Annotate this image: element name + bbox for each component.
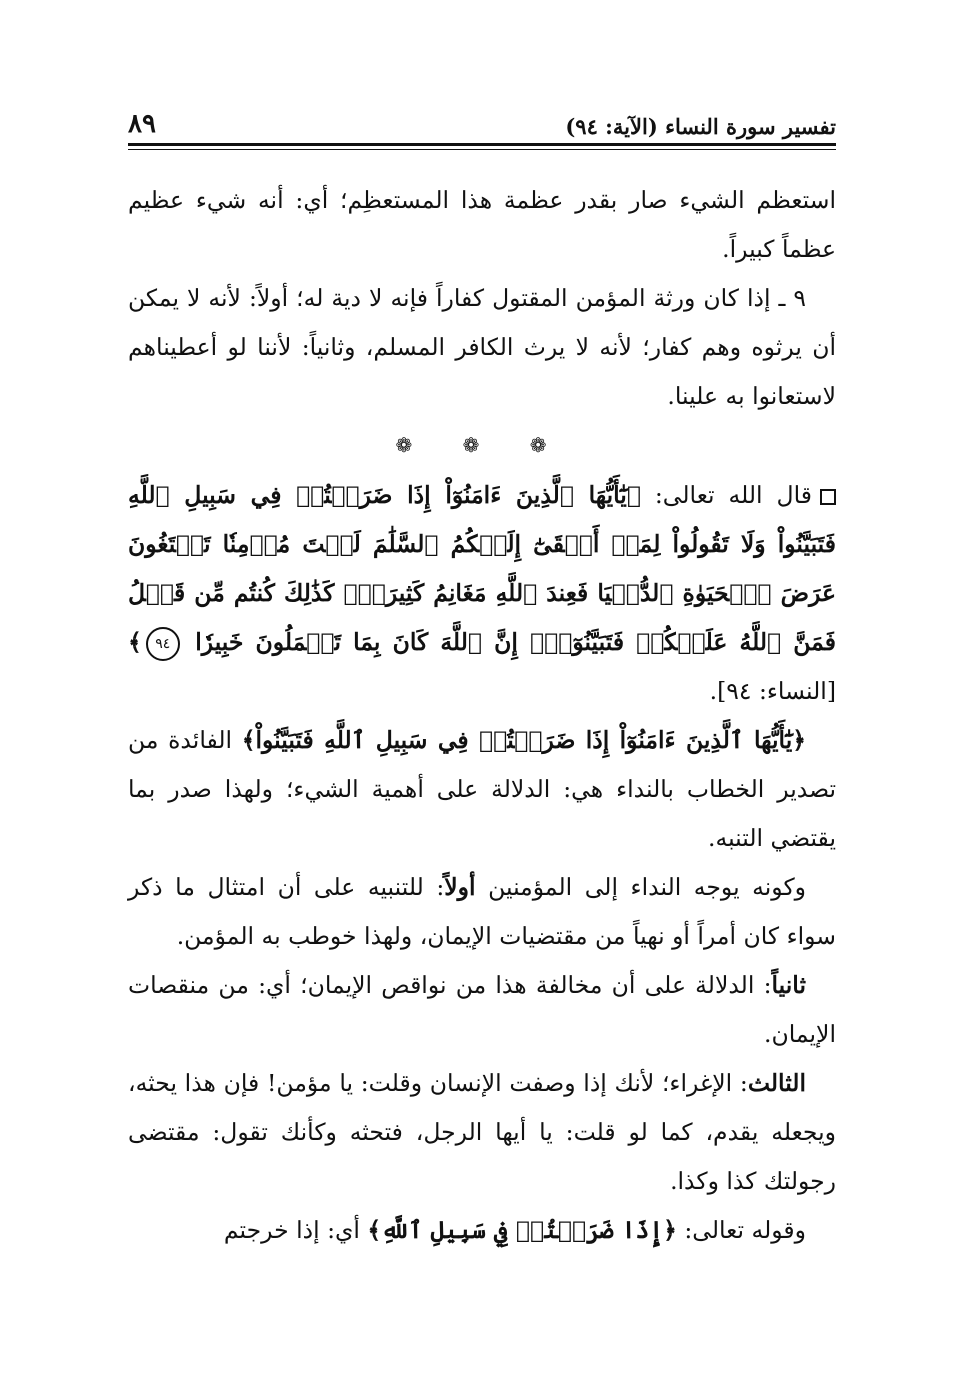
section-separator: ❁ ❁ ❁ <box>395 433 569 457</box>
book-page <box>128 95 836 1255</box>
page-body <box>128 176 836 1255</box>
paragraph-4-text: : للتنبيه على أن امتثال ما ذكر سواء كان أمراً أو نهياً من مقتضيات الإيمان، ولهذا خوطب به المؤمن. <box>128 873 836 950</box>
paragraph-3-text: الفائدة من تصدير الخطاب بالنداء هي: الدلالة على أهمية الشيء؛ ولهذا صدر بما يقتضي التنبه. <box>128 726 836 852</box>
verse-paragraph <box>128 471 836 716</box>
paragraph-4-keyword: أولاً <box>444 873 476 901</box>
paragraph-4 <box>128 863 836 961</box>
verse-intro: قال الله تعالى: <box>654 481 812 509</box>
square-bullet-icon <box>820 489 836 505</box>
paragraph-7-text: أي: إذا خرجتم <box>223 1216 360 1244</box>
paragraph-5-keyword: ثانياً <box>771 971 806 999</box>
paragraph-7 <box>128 1206 836 1255</box>
paragraph-4-lead: وكونه يوجه النداء إلى المؤمنين <box>488 873 806 901</box>
paragraph-3 <box>128 716 836 863</box>
paragraph-6-text: : الإغراء؛ لأنك إذا وصفت الإنسان وقلت: يا مؤمن! فإن هذا يحثه، ويجعله يقدم، كما لو قلت: يا أيها الرجل، فتحثه وكأنك تقول: مقتضى رجولتك كذا وكذا. <box>128 1069 836 1195</box>
paragraph-5-text: : الدلالة على أن مخالفة هذا من نواقص الإيمان؛ أي: من منقصات الإيمان. <box>128 971 836 1048</box>
page-number: ٨٩ <box>128 109 156 139</box>
paragraph-5 <box>128 961 836 1059</box>
header-rule-thin <box>128 149 836 150</box>
running-title: تفسير سورة النساء (الآية: ٩٤) <box>565 114 836 139</box>
paragraph-6 <box>128 1059 836 1206</box>
page-header <box>128 95 836 139</box>
paragraph-2: ٩ ـ إذا كان ورثة المؤمن المقتول كفاراً فإنه لا دية له؛ أولاً: لأنه لا يمكن أن يرثوه وهم كفار؛ لأنه لا يرث الكافر المسلم، وثانياً: لأننا لو أعطيناهم لاستعانوا به علينا. <box>128 284 836 410</box>
quran-verse: ﴿يَٰٓأَيُّهَا ٱلَّذِينَ ءَامَنُوٓاْ إِذَا ضَرَبۡتُمۡ فِي سَبِيلِ ٱللَّهِ فَتَبَيَّنُواْ وَلَا تَقُولُواْ لِمَنۡ أَلۡقَىٰٓ إِلَيۡكُمُ ٱلسَّلَٰمَ لَسۡتَ مُؤۡمِنٗا تَبۡتَغُونَ عَرَضَ ٱلۡحَيَوٰةِ ٱلدُّنۡيَا فَعِندَ ٱللَّهِ مَغَانِمُ كَثِيرَةٞۚ كَذَٰلِكَ كُنتُم مِّن قَبۡلُ فَمَنَّ ٱللَّهُ عَلَيۡكُمۡ فَتَبَيَّنُوٓاْۚ إِنَّ ٱللَّهَ كَانَ بِمَا تَعۡمَلُونَ خَبِيرٗا <box>128 481 836 656</box>
ayah-number-marker: ٩٤ <box>146 627 180 661</box>
paragraph-1: استعظم الشيء صار بقدر عظمة هذا المستعظِم؛ أي: أنه شيء عظيم عظماً كبيراً. <box>128 186 836 263</box>
quran-quote-2: ﴿إِذَا ضَرَبۡتُمۡ فِي سَبِيلِ ٱللَّهِ﴾ <box>367 1216 677 1244</box>
header-rule-thick <box>128 143 836 146</box>
paragraph-6-keyword: الثالث <box>747 1069 806 1097</box>
verse-close-bracket: ﴾ <box>128 628 142 656</box>
paragraph-7-lead: وقوله تعالى: <box>684 1216 806 1244</box>
verse-reference: [النساء: ٩٤]. <box>709 677 836 705</box>
quran-quote: ﴿يَٰٓأَيُّهَا ٱلَّذِينَ ءَامَنُوٓاْ إِذَا ضَرَبۡتُمۡ فِي سَبِيلِ ٱللَّهِ فَتَبَيَّنُواْ﴾ <box>241 726 807 754</box>
